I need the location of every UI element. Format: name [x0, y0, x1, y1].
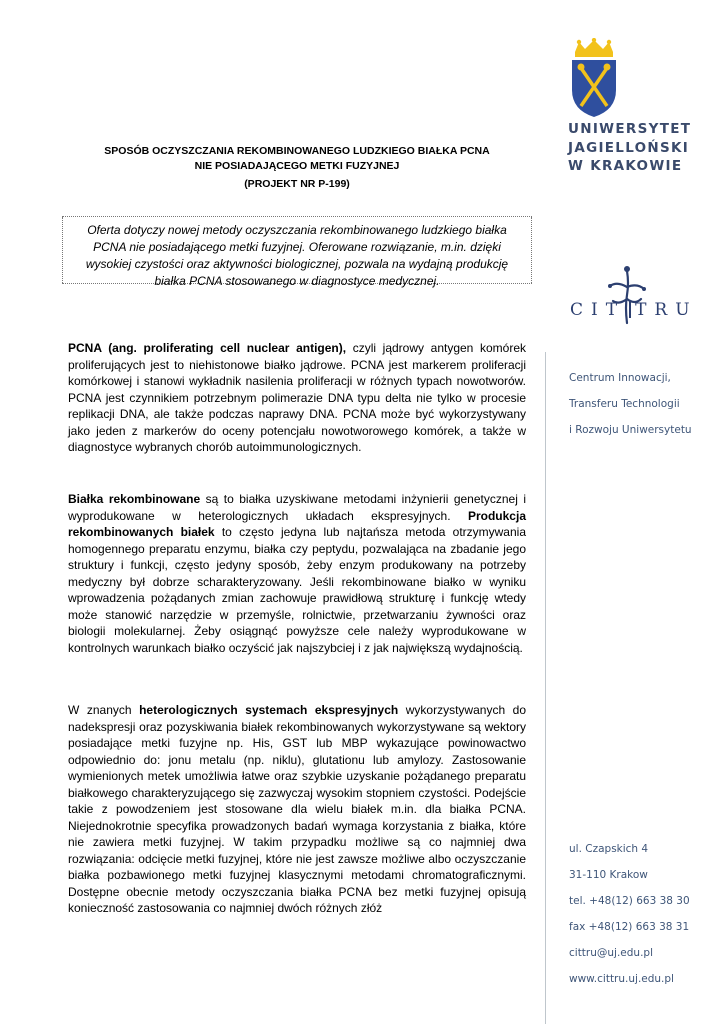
fax: fax +48(12) 663 38 31	[569, 921, 690, 933]
email-link[interactable]: cittru@uj.edu.pl	[569, 947, 654, 959]
paragraph-pcna	[68, 340, 526, 456]
offer-text: Oferta dotyczy nowej metody oczyszczania rekombinowanego ludzkiego białka PCNA nie posiadającego metki fuzyjnej. Oferowane rozwiązanie, m.in. dzięki wysokiej czystości oraz aktywności biologicznej, pozwala na wydajną produkcję białka PCNA stosowanego w diagnostyce medycznej.	[85, 223, 509, 288]
cittru-description	[569, 365, 719, 443]
recombinant-text-1: są to białka uzyskiwane metodami inżynierii genetycznej i wyprodukowane w heterologicznych układach ekspresyjnych.	[68, 492, 526, 523]
uj-crest-icon	[569, 38, 619, 118]
uj-line-1: UNIWERSYTET	[568, 121, 692, 137]
contact-block	[569, 836, 719, 992]
desc-line-2: Transferu Technologii	[569, 398, 680, 410]
document-title	[68, 144, 526, 174]
uj-wordmark	[568, 120, 718, 176]
paragraph-expression-systems	[68, 702, 526, 917]
cittru-wordmark	[570, 300, 720, 320]
phone[interactable]: tel. +48(12) 663 38 30	[569, 895, 690, 907]
paragraph-recombinant-proteins	[68, 491, 526, 656]
cittru-left: CIT	[570, 300, 626, 320]
sidebar-divider	[545, 352, 546, 1024]
desc-line-3: i Rozwoju Uniwersytetu	[569, 424, 692, 436]
letterhead-sidebar	[545, 0, 724, 1024]
expression-text-2: wykorzystywanych do nadekspresji oraz pozyskiwania białek rekombinowanych wykorzystywane są wektory posiadające metki fuzyjne np. His, GST lub MBP wykazujące powinowactwo odpowiednio do: jonu metalu (np. niklu), glutationu lub amylozy. Zastosowanie wymienionych metek umożliwia łatwe oraz szybkie uzyskanie pożądanego preparatu białkowego charakteryzującego się zazwyczaj wysokim stopniem czystości. Podejście takie z powodzeniem jest stosowane dla wielu białek m.in. dla białka PCNA. Niejednokrotnie specyfika prowadzonych badań wymaga korzystania z białka, które nie zawiera metki fuzyjnej. W takim przypadku możliwe są co najmniej dwa rozwiązania: odcięcie metki fuzyjnej, które nie jest zawsze możliwe albo oczyszczanie białka pozbawionego metki fuzyjnej klasycznymi metodami chromatograficznymi. Dostępne obecnie metody oczyszczania białka PCNA bez metki fuzyjnej opisują konieczność zastosowania co najmniej dwóch różnych złóż	[68, 703, 526, 915]
expression-term: heterologicznych systemach ekspresyjnych	[139, 703, 399, 717]
production-term: Produkcja rekombinowanych białek	[68, 508, 526, 539]
recombinant-term: Białka rekombinowane	[68, 492, 201, 506]
pcna-description: czyli jądrowy antygen komórek proliferujących jest to niehistonowe białko jądrowe. PCNA jest markerem proliferacji komórkowej i stanowi wykładnik nasilenia proliferacji w różnych typach nowotworów. PCNA jest czynnikiem potrzebnym polimerazie DNA typu delta nie tylko w procesie replikacji DNA, ale także podczas naprawy DNA. PCNA może być wykorzystywany jako jeden z markerów do oceny potencjału nowotworowego komórek, a także w diagnostyce wybranych chorób autoimmunologicznych.	[68, 341, 526, 454]
title-line-1: SPOSÓB OCZYSZCZANIA REKOMBINOWANEGO LUDZKIEGO BIAŁKA PCNA	[104, 145, 490, 157]
recombinant-text-2: to często jedyna lub najtańsza metoda otrzymywania homogennego preparatu enzymu, białka czy peptydu, pozwalająca na zbadanie jego struktury i funkcji, często jedyny sposób, żeby enzym produkowany na potrzeby medyczny był dobrze scharakteryzowany. Jeśli rekombinowane białko w wyniku wprowadzenia pożądanych zmian zachowuje prawidłową strukturę i funkcję wtedy może stanowić narzędzie w przemyśle, rolnictwie, przetwarzaniu żywności oraz biologii molekularnej. Żeby osiągnąć powyższe cele należy wyprodukowane w kontrolnych warunkach białko oczyścić jak najszybciej i z jak największą wydajnością.	[68, 525, 526, 655]
uj-line-2: JAGIELLOŃSKI	[568, 139, 690, 156]
title-line-2: NIE POSIADAJĄCEGO METKI FUZYJNEJ	[194, 160, 400, 172]
pcna-term: PCNA (ang. proliferating cell nuclear antigen),	[68, 341, 347, 355]
uj-line-3: W KRAKOWIE	[568, 158, 683, 174]
website-link[interactable]: www.cittru.uj.edu.pl	[569, 973, 674, 985]
project-number: (PROJEKT NR P-199)	[244, 178, 350, 190]
address: ul. Czapskich 4	[569, 843, 649, 855]
expression-text-1: W znanych	[68, 703, 140, 717]
offer-box	[62, 216, 532, 288]
desc-line-1: Centrum Innowacji,	[569, 372, 671, 384]
city: 31-110 Krakow	[569, 869, 648, 881]
cittru-right: TRU	[635, 300, 698, 320]
